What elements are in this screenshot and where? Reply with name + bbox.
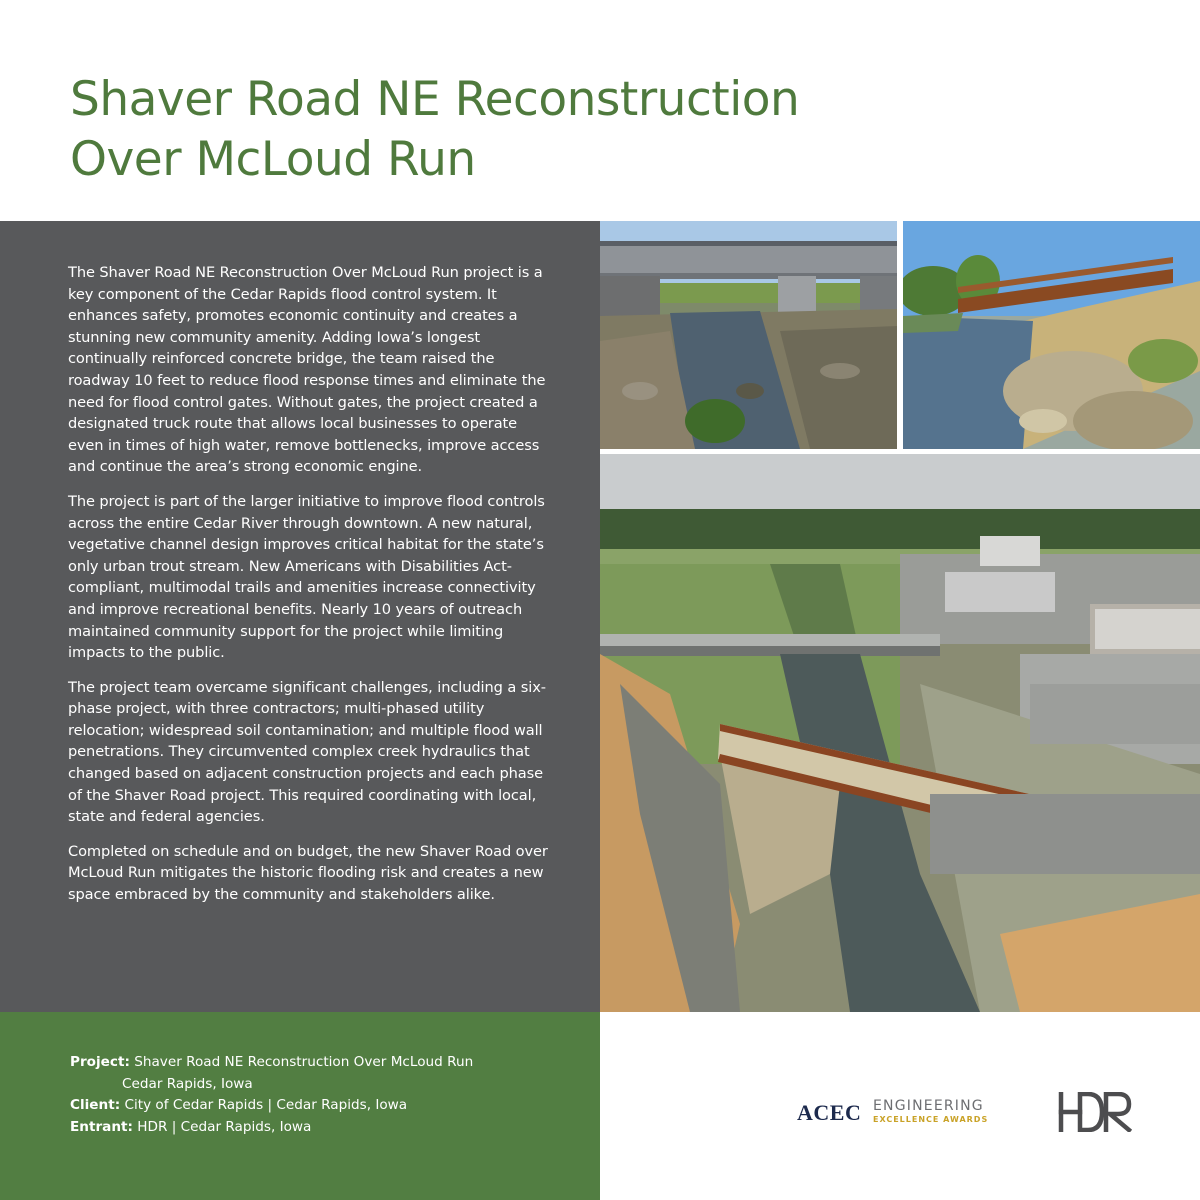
entrant-line	[70, 1117, 590, 1139]
acec-wordmark: ACEC	[797, 1100, 862, 1125]
acec-logo	[797, 1097, 997, 1129]
entrant-label: Entrant:	[70, 1118, 133, 1135]
project-label: Project:	[70, 1054, 130, 1070]
paragraph-1: The Shaver Road NE Reconstruction Over McLoud Run project is a key component of the Cedar Rapids flood control system. It enhances safety, promotes economic continuity and creates a stunning new community amenity. Adding Iowa’s longest continually reinforced concrete bridge, the team raised the roadway 10 feet to reduce flood response times and eliminate the need for flood control gates. Without gates, the project created a designated truck route that allows local businesses to operate even in times of high water, remove bottlenecks, improve access and continue the area’s strong economic engine.	[68, 264, 546, 476]
client-value: City of Cedar Rapids | Cedar Rapids, Iowa	[124, 1097, 408, 1113]
page-title	[70, 70, 1070, 190]
client-label: Client:	[70, 1097, 121, 1113]
title-line-1: Shaver Road NE Reconstruction	[70, 72, 800, 127]
paragraph-2: The project is part of the larger initiative to improve flood controls across the entire Cedar River through downtown. A new natural, vegetative channel design improves critical habitat for the state’s only urban trout stream. New Americans with Disabilities Act-compliant, multimodal trails and amenities increase connectivity and improve recreational benefits. Nearly 10 years of outreach maintained community support for the project while limiting impacts to the public.	[68, 492, 545, 662]
project-value: Shaver Road NE Reconstruction Over McLoud Run	[134, 1054, 474, 1070]
project-location: Cedar Rapids, Iowa	[122, 1075, 253, 1092]
project-line	[70, 1052, 590, 1074]
description-text	[68, 262, 548, 919]
title-line-2: Over McLoud Run	[70, 132, 476, 187]
acec-engineering-text: ENGINEERING	[873, 1098, 984, 1114]
photo-pedestrian-bridge	[903, 221, 1200, 449]
paragraph-4: Completed on schedule and on budget, the new Shaver Road over McLoud Run mitigates the historic flooding risk and creates a new space embraced by the community and stakeholders alike.	[68, 842, 548, 904]
acec-awards-text: EXCELLENCE AWARDS	[873, 1115, 989, 1124]
client-line	[70, 1095, 590, 1117]
photo-concrete-bridge	[600, 221, 897, 449]
hdr-logo	[1058, 1092, 1132, 1132]
entrant-value: HDR | Cedar Rapids, Iowa	[137, 1118, 312, 1135]
photo-aerial-view	[600, 454, 1200, 1012]
paragraph-3: The project team overcame significant challenges, including a six-phase project, with three contractors; multi-phased utility relocation; widespread soil contamination; and multiple flood wall penetrations. They circumvented complex creek hydraulics that changed based on adjacent construction projects and each phase of the Shaver Road project. This required coordinating with local, state and federal agencies.	[68, 678, 546, 826]
project-credits	[70, 1052, 590, 1138]
